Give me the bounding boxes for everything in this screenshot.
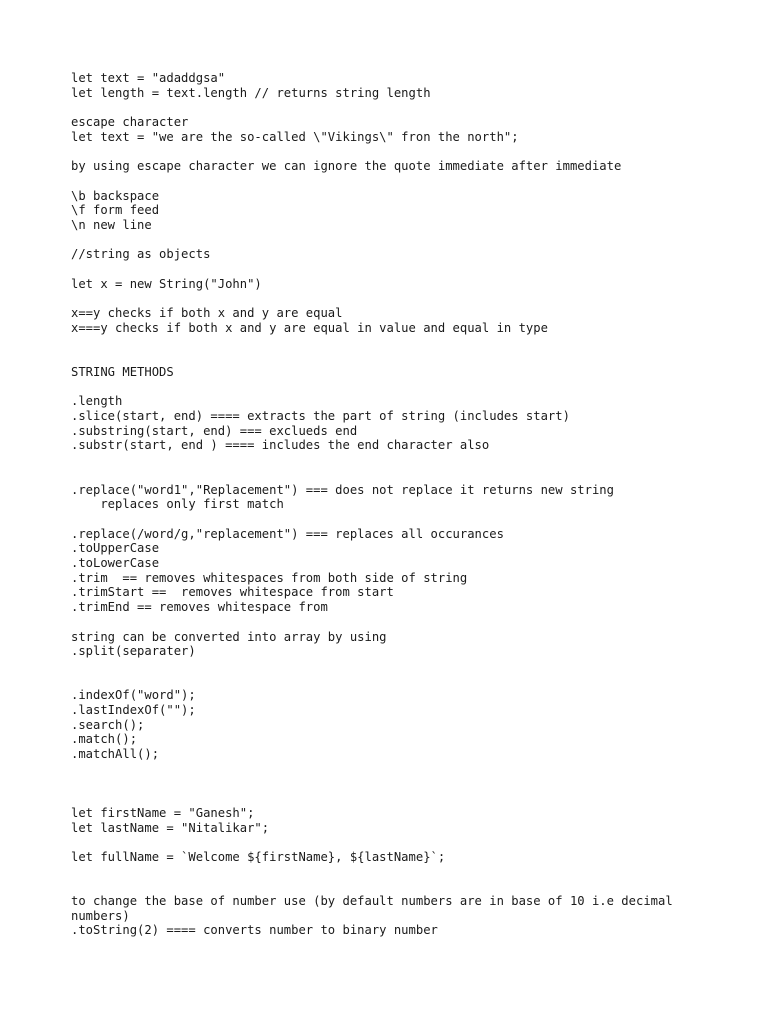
text-line: .lastIndexOf(""); — [71, 703, 196, 718]
name-variables-section — [71, 806, 721, 835]
replace-section — [71, 483, 721, 512]
text-line: .toUpperCase — [71, 541, 160, 556]
text-line: .slice(start, end) ==== extracts the part of string (includes start) — [71, 409, 570, 424]
text-line: let text = "adaddgsa" — [71, 71, 226, 85]
text-line: numbers) — [71, 908, 130, 923]
text-line: escape character — [71, 115, 189, 130]
escape-character-section — [71, 115, 721, 144]
text-line: .indexOf("word"); — [71, 688, 196, 703]
search-methods-section — [71, 688, 721, 762]
text-line: let lastName = "Nitalikar"; — [71, 820, 270, 835]
text-line: let firstName = "Ganesh"; — [71, 805, 255, 820]
text-line: .search(); — [71, 717, 145, 732]
text-line: .toString(2) ==== converts number to binary number — [71, 923, 438, 938]
text-line: .trim == removes whitespaces from both side of string — [71, 570, 468, 585]
text-line: \n new line — [71, 217, 152, 232]
text-line: .matchAll(); — [71, 747, 160, 762]
text-line: x==y checks if both x and y are equal — [71, 306, 343, 321]
case-trim-section — [71, 527, 721, 615]
text-line: x===y checks if both x and y are equal in value and equal in type — [71, 320, 548, 335]
escape-sequences-section — [71, 189, 721, 233]
text-line: .substr(start, end ) ==== includes the end character also — [71, 438, 490, 453]
text-line: to change the base of number use (by default numbers are in base of 10 i.e decimal — [71, 894, 673, 909]
text-line: \f form feed — [71, 203, 160, 218]
string-methods-list — [71, 394, 721, 453]
text-line: by using escape character we can ignore the quote immediate after immediate — [71, 159, 622, 174]
text-line: .replace("word1","Replacement") === does not replace it returns new string — [71, 482, 614, 497]
text-line: .length — [71, 394, 123, 409]
number-base-section — [71, 894, 721, 938]
text-line: let x = new String("John") — [71, 276, 262, 291]
text-line: string can be converted into array by using — [71, 629, 387, 644]
split-section — [71, 630, 721, 659]
text-line: .split(separater) — [71, 644, 196, 659]
text-line: let fullName = `Welcome ${firstName}, ${lastName}`; — [71, 849, 446, 864]
document-page — [71, 71, 721, 938]
text-line: .replace(/word/g,"replacement") === replaces all occurances — [71, 526, 504, 541]
text-line: replaces only first match — [71, 497, 284, 512]
text-line: \b backspace — [71, 188, 160, 203]
text-line: .toLowerCase — [71, 556, 160, 571]
text-line: .substring(start, end) === exclueds end — [71, 423, 358, 438]
text-line: .trimEnd == removes whitespace from — [71, 600, 328, 615]
text-line: .match(); — [71, 732, 138, 747]
text-line: //string as objects — [71, 247, 211, 262]
string-length-section — [71, 71, 721, 100]
equality-section — [71, 306, 721, 335]
text-line: .trimStart == removes whitespace from start — [71, 585, 394, 600]
text-line: let text = "we are the so-called \"Vikings\" fron the north"; — [71, 129, 519, 144]
section-heading: STRING METHODS — [71, 364, 174, 379]
text-line: let length = text.length // returns string length — [71, 85, 431, 100]
